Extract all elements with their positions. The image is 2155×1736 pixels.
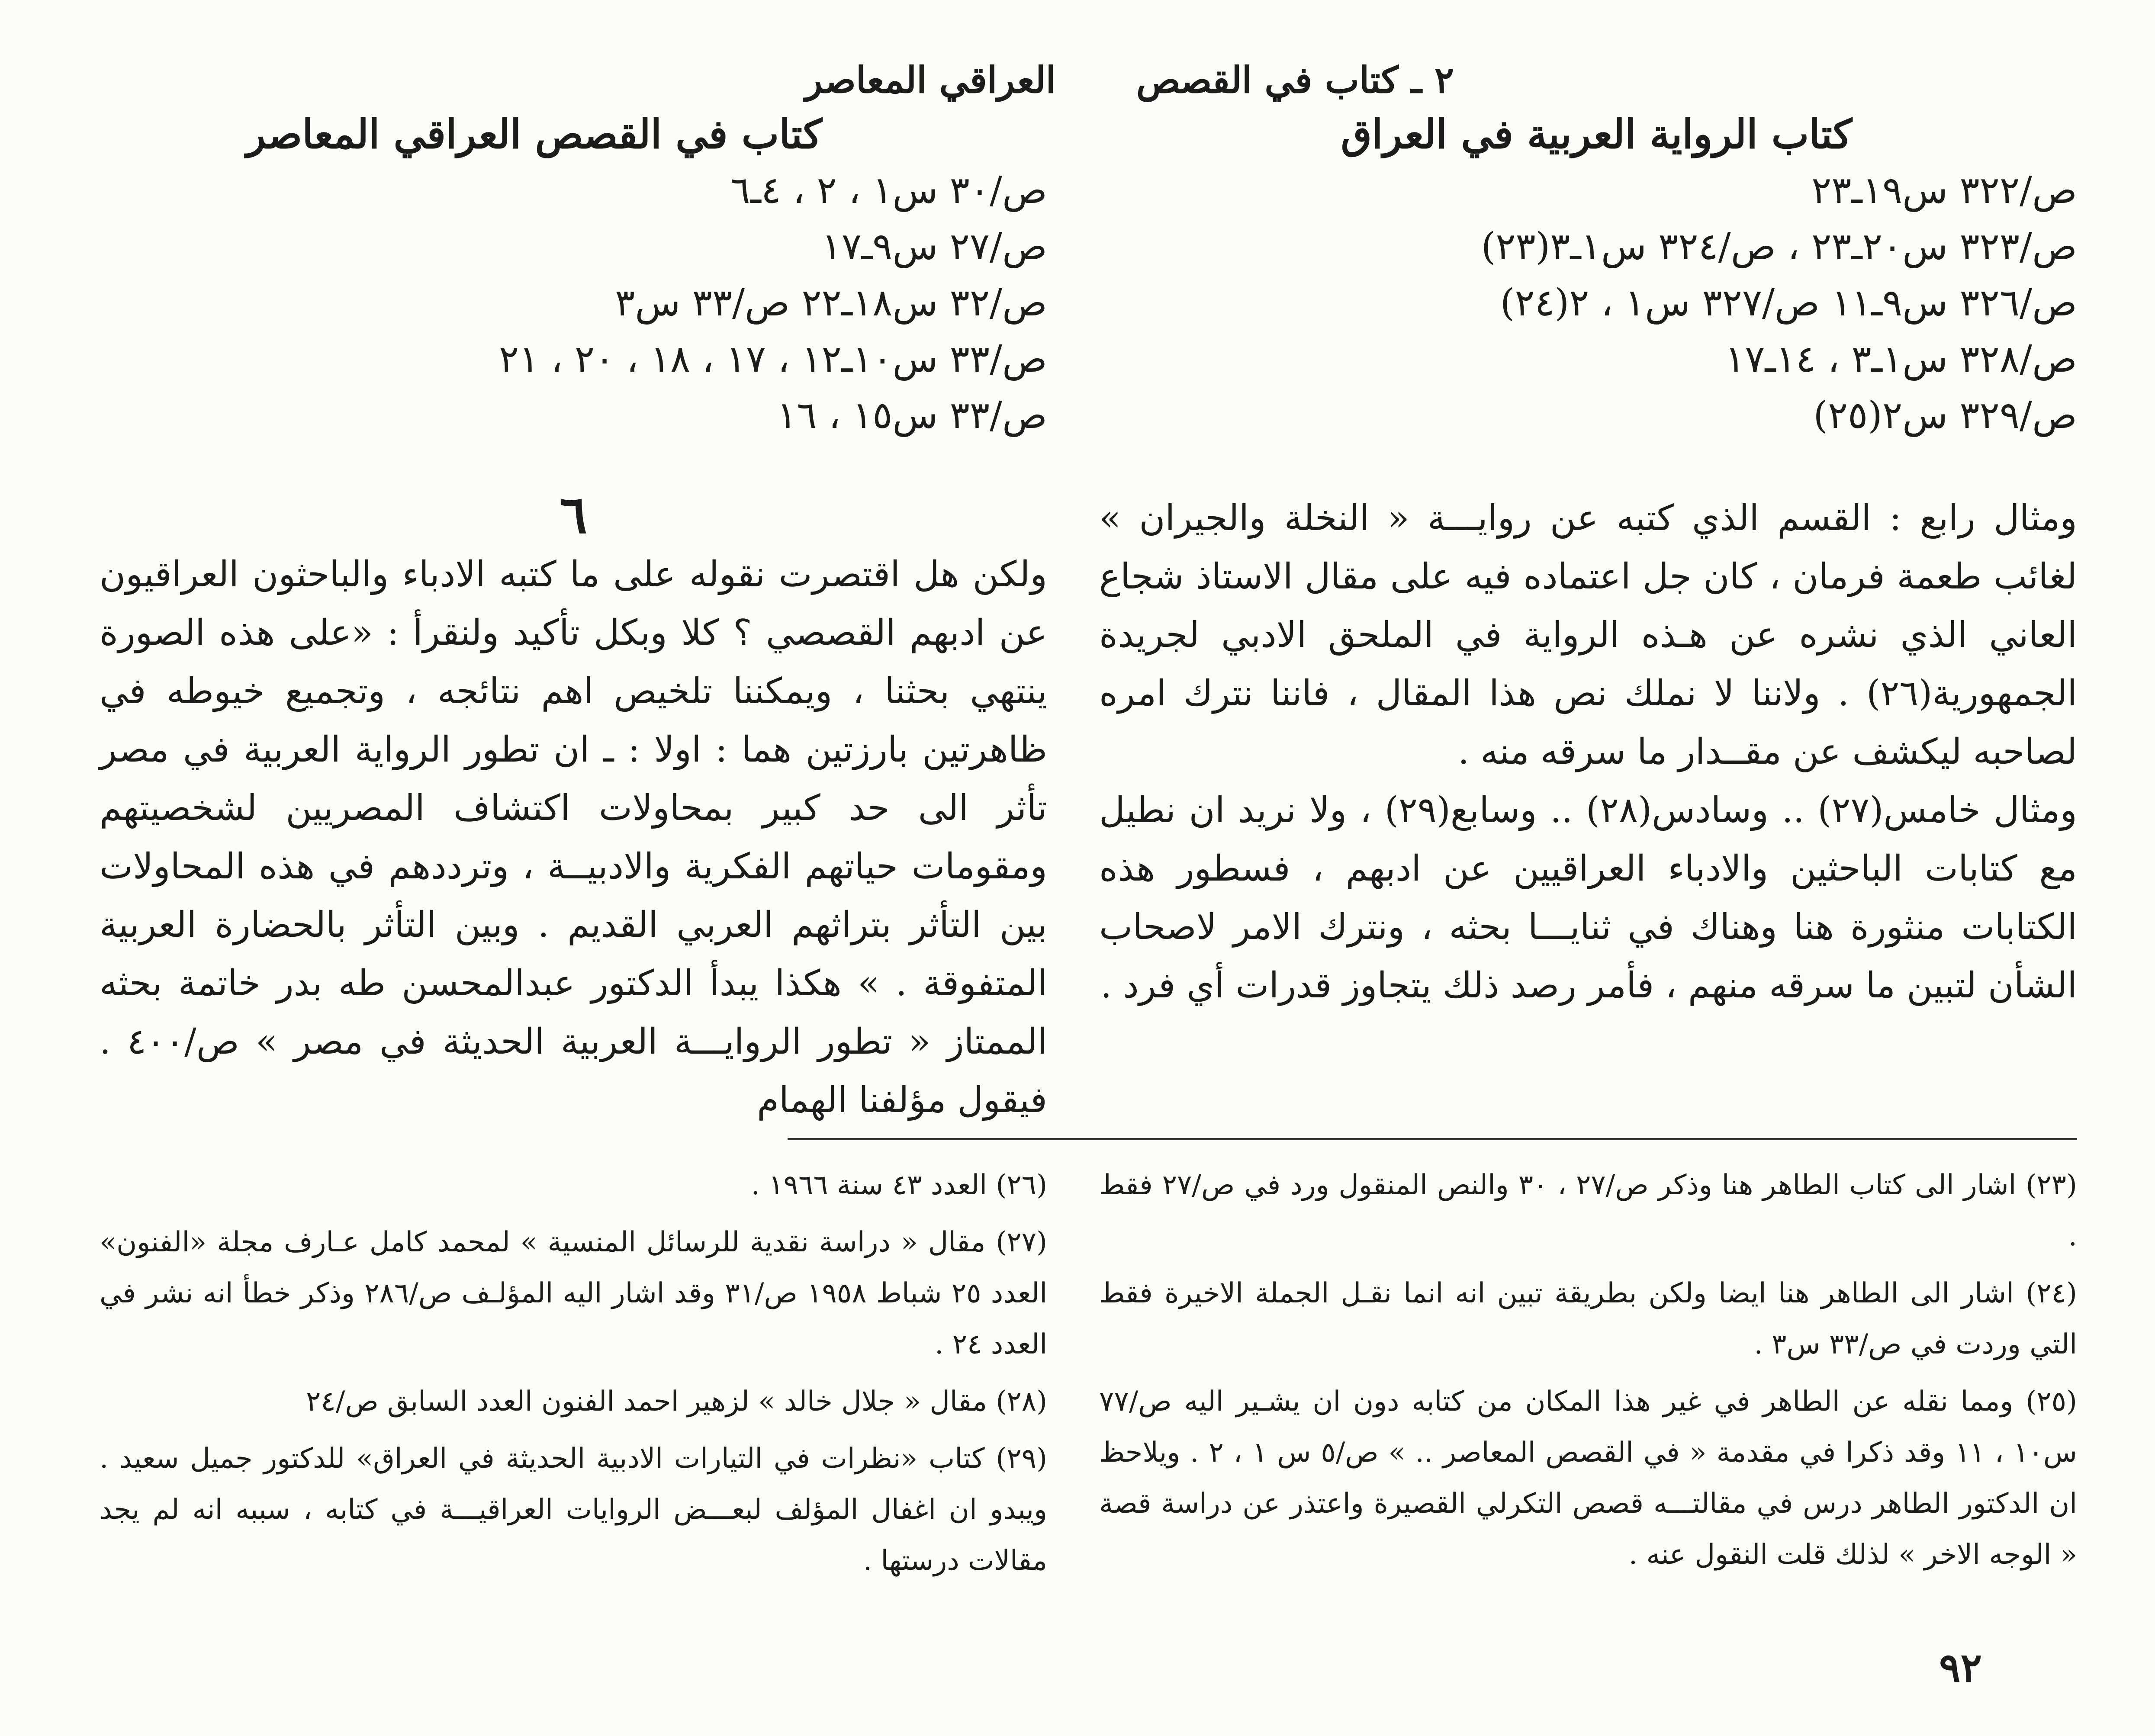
body-paragraph: ومثال خامس(٢٧) .. وسادس(٢٨) .. وسابع(٢٩) ، ولا نريد ان نطيل مع كتابات الباحثين والادباء العراقيين عن ادبهم ، فسطور هذه الكتابات منثورة هنا وهناك في ثنايـــا بحثه ، ونترك الامر لاصحاب الشأن لتبين ما سرقه منهم ، فأمر رصد ذلك يتجاوز قدرات أي فرد . (1099, 790, 2078, 1006)
footnote: (٢٨) مقال « جلال خالد » لزهير احمد الفنون العدد السابق ص/٢٤ (306, 1386, 1047, 1418)
right-reference-list (1099, 162, 2077, 444)
left-column-header (246, 108, 822, 160)
body-paragraph: ومثال رابع : القسم الذي كتبه عن روايـــة « النخلة والجيران » لغائب طعمة فرمان ، كان جل اعتماده فيه على مقال الاستاذ شجاع العاني الذي نشره عن هـذه الرواية في الملحق الادبي لجريدة الجمهورية(٢٦) . ولاننا لا نملك نص هذا المقال ، فاننا نترك امره لصاحبه ليكشف عن مقــدار ما سرقه منه . (1099, 498, 2077, 772)
reference-line: ص/٣٢٣ س٢٠ـ٢٣ ، ص/٣٢٤ س١ـ٣(٢٣) (1481, 225, 2077, 268)
right-column-header (1099, 108, 1852, 160)
section-number: ٦ (559, 484, 588, 545)
footnote: (٢٦) العدد ٤٣ سنة ١٩٦٦ . (751, 1169, 1047, 1201)
right-column-body (1099, 489, 2077, 1015)
left-footnotes (100, 1160, 1047, 1592)
body-paragraph: ولكن هل اقتصرت نقوله على ما كتبه الادباء والباحثون العراقيون عن ادبهم القصصي ؟ كلا وبكل تأكيد ولنقرأ : «على هذه الصورة ينتهي بحثنا ، ويمكننا تلخيص اهم نتائجه ، وتجميع خيوطه في ظاهرتين بارزتين هما : اولا : ـ ان تطور الرواية العربية في مصر تأثر الى حد كبير بمحاولات اكتشاف المصريين لشخصيتهم ومقومات حياتهم الفكرية والادبيــة ، وترددهم في هذه المحاولات بين التأثر بتراثهم العربي القديم . وبين التأثر بالحضارة العربية المتفوقة . » هكذا يبدأ الدكتور عبدالمحسن طه بدر خاتمة بحثه الممتاز « تطور الروايـــة العربية الحديثة في مصر » ص/٤٠٠ . فيقول مؤلفنا الهمام (100, 554, 1047, 1121)
reference-line: ص/٣٢٦ س٩ـ١١ ص/٣٢٧ س١ ، ٢(٢٤) (1500, 281, 2077, 325)
right-book-title: كتاب الرواية العربية في العراق (1341, 111, 1852, 158)
reference-line: ص/٣٢٨ س١ـ٣ ، ١٤ـ١٧ (1725, 338, 2077, 381)
reference-line: ص/٣٣ س١٠ـ١٢ ، ١٧ ، ١٨ ، ٢٠ ، ٢١ (499, 338, 1047, 381)
reference-line: ص/٣٣ س١٥ ، ١٦ (777, 394, 1047, 437)
running-head-right: ٢ ـ كتاب في القصص (1136, 58, 1454, 101)
footnote: (٢٣) اشار الى كتاب الطاهر هنا وذكر ص/٢٧ ، ٣٠ والنص المنقول ورد في ص/٢٧ فقط . (1099, 1169, 2077, 1252)
reference-line: ص/٣٠ س١ ، ٢ ، ٤ـ٦ (730, 169, 1047, 212)
reference-line: ص/٣٢ س١٨ـ٢٢ ص/٣٣ س٣ (615, 281, 1047, 325)
reference-line: ص/٢٧ س٩ـ١٧ (821, 225, 1047, 268)
reference-line: ص/٣٢٢ س١٩ـ٢٣ (1811, 169, 2077, 212)
footnote: (٢٧) مقال « دراسة نقدية للرسائل المنسية » لمحمد كامل عـارف مجلة «الفنون» العدد ٢٥ شباط ١٩٥٨ ص/٣١ وقد اشار اليه المؤلـف ص/٢٨٦ وذكر خطأ انه نشر في العدد ٢٤ . (100, 1226, 1048, 1360)
reference-line: ص/٣٢٩ س٢(٢٥) (1813, 394, 2077, 437)
page-number: ٩٢ (1939, 1644, 1982, 1691)
footnote: (٢٩) كتاب «نظرات في التيارات الادبية الحديثة في العراق» للدكتور جميل سعيد . ويبدو ان اغفال المؤلف لبعـــض الروايات العراقيـــة في كتابه ، سببه انه لم يجد مقالات درستها . (100, 1443, 1048, 1577)
footnote: (٢٤) اشار الى الطاهر هنا ايضا ولكن بطريقة تبين انه انما نقـل الجملة الاخيرة فقط التي وردت في ص/٣٣ س٣ . (1099, 1277, 2077, 1360)
left-book-title: كتاب في القصص العراقي المعاصر (246, 111, 822, 158)
footnote-separator (788, 1138, 2077, 1140)
left-reference-list (100, 162, 1047, 444)
footnote: (٢٥) ومما نقله عن الطاهر في غير هذا المكان من كتابه دون ان يشـير اليه ص/٧٧ س١٠ ، ١١ وقد ذكرا في مقدمة « في القصص المعاصر .. » ص/٥ س ١ ، ٢ . ويلاحظ ان الدكتور الطاهر درس في مقالتـــه قصص التكرلي القصيرة واعتذر عن دراسة قصة « الوجه الاخر » لذلك قلت النقول عنه . (1099, 1386, 2078, 1571)
running-head-left: العراقي المعاصر (805, 58, 1056, 101)
left-column-body (100, 485, 1047, 1129)
right-footnotes (1099, 1160, 2077, 1586)
